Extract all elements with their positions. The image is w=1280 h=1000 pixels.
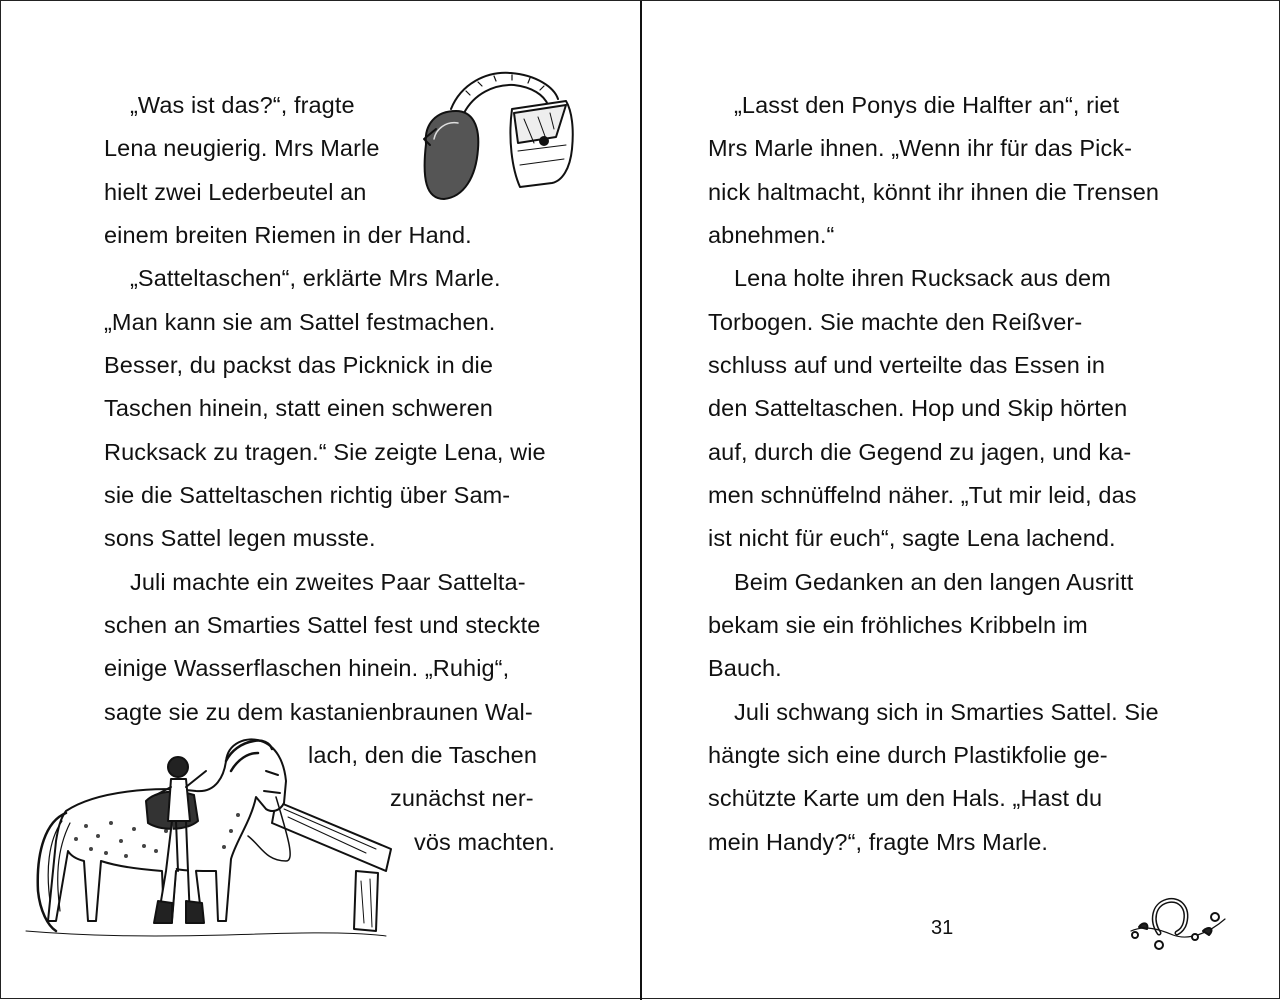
text-line: Mrs Marle ihnen. „Wenn ihr für das Pick-	[708, 135, 1133, 161]
text-line: Beim Gedanken an den langen Ausritt	[734, 569, 1134, 595]
text-line: bekam sie ein fröhliches Kribbeln im	[708, 612, 1088, 638]
text-line: auf, durch die Gegend zu jagen, und ka-	[708, 439, 1132, 465]
left-page	[1, 1, 640, 1000]
text-line: Lena holte ihren Rucksack aus dem	[734, 265, 1111, 291]
text-line: schluss auf und verteilte das Essen in	[708, 352, 1105, 378]
text-line: Besser, du packst das Picknick in die	[104, 352, 494, 378]
text-line: Taschen hinein, statt einen schweren	[104, 395, 493, 421]
text-line: „Lasst den Ponys die Halfter an“, riet	[734, 92, 1120, 118]
text-line: „Satteltaschen“, erklärte Mrs Marle.	[130, 265, 501, 291]
text-line: ist nicht für euch“, sagte Lena lachend.	[708, 525, 1116, 551]
pony-girl-illustration	[26, 731, 396, 946]
text-line: sagte sie zu dem kastanienbraunen Wal-	[104, 699, 533, 725]
text-line: einige Wasserflaschen hinein. „Ruhig“,	[104, 655, 510, 681]
text-line: abnehmen.“	[708, 222, 835, 248]
text-line: schützte Karte um den Hals. „Hast du	[708, 785, 1103, 811]
horseshoe-icon	[1129, 893, 1229, 953]
text-line: Rucksack zu tragen.“ Sie zeigte Lena, wie	[104, 439, 546, 465]
saddlebags-illustration	[416, 69, 581, 204]
text-line: Bauch.	[708, 655, 782, 681]
text-line: nick haltmacht, könnt ihr ihnen die Trensen	[708, 179, 1160, 205]
text-line: sons Sattel legen musste.	[104, 525, 376, 551]
text-line: schen an Smarties Sattel fest und steckte	[104, 612, 541, 638]
right-page	[642, 1, 1280, 1000]
text-line: zunächst ner-	[390, 785, 534, 811]
text-line: sie die Satteltaschen richtig über Sam-	[104, 482, 511, 508]
text-line: Torbogen. Sie machte den Reißver-	[708, 309, 1083, 335]
text-line: mein Handy?“, fragte Mrs Marle.	[708, 829, 1049, 855]
text-line: vös machten.	[414, 829, 555, 855]
text-line: Juli machte ein zweites Paar Sattelta-	[130, 569, 526, 595]
text-line: men schnüffelnd näher. „Tut mir leid, das	[708, 482, 1137, 508]
text-line: „Was ist das?“, fragte	[130, 92, 355, 118]
text-line: hängte sich eine durch Plastikfolie ge-	[708, 742, 1108, 768]
text-line: Lena neugierig. Mrs Marle	[104, 135, 380, 161]
text-line: lach, den die Taschen	[308, 742, 537, 768]
text-line: hielt zwei Lederbeutel an	[104, 179, 367, 205]
page-number: 31	[931, 917, 954, 939]
text-line: „Man kann sie am Sattel festmachen.	[104, 309, 496, 335]
text-line: den Satteltaschen. Hop und Skip hörten	[708, 395, 1128, 421]
text-line: einem breiten Riemen in der Hand.	[104, 222, 472, 248]
text-line: Juli schwang sich in Smarties Sattel. Sie	[734, 699, 1159, 725]
